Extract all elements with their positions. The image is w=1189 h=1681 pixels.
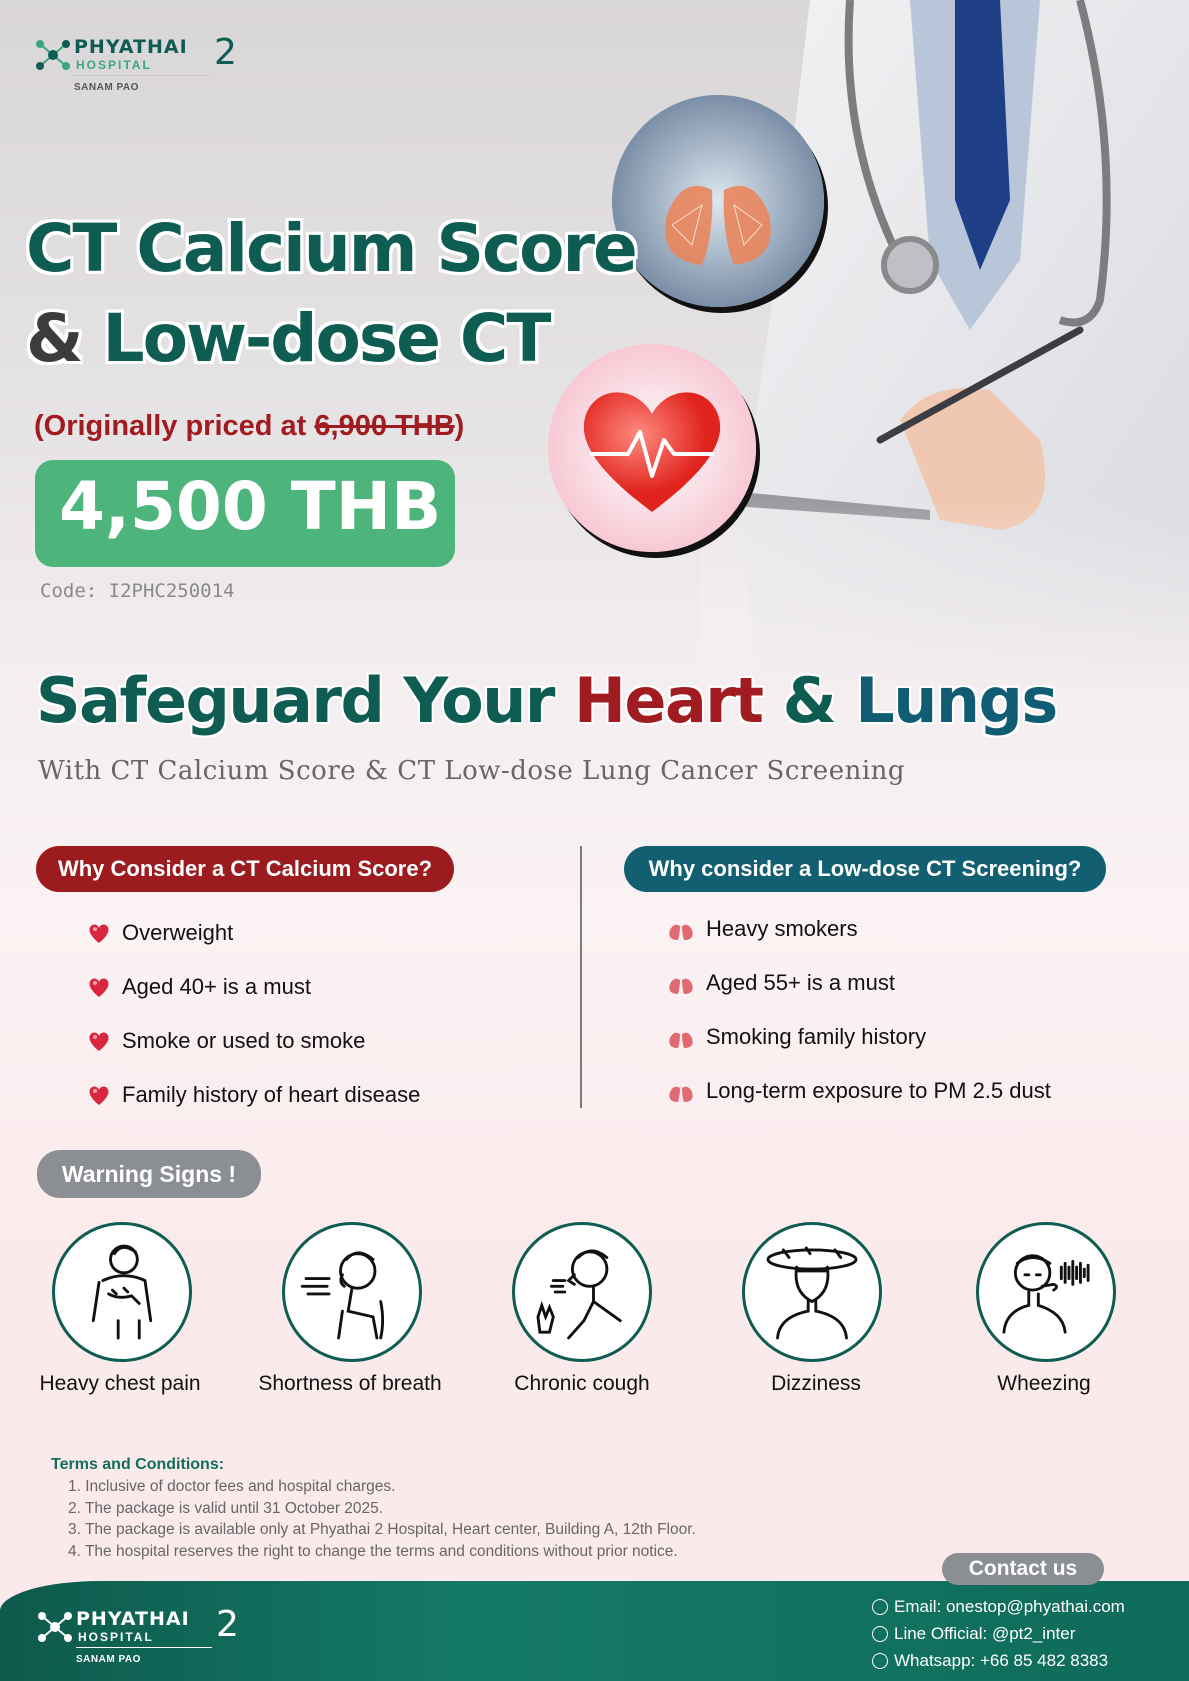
chest-pain-icon: [52, 1222, 192, 1362]
list-item-label: Aged 40+ is a must: [122, 974, 311, 999]
calcium-score-heading: Why Consider a CT Calcium Score?: [36, 846, 454, 892]
logo-brand: PHYATHAI: [76, 1608, 190, 1630]
terms-title: Terms and Conditions:: [51, 1456, 225, 1473]
lowdose-heading: Why consider a Low-dose CT Screening?: [624, 846, 1106, 892]
list-item: [666, 956, 1051, 1010]
logo-number: 2: [214, 32, 237, 73]
molecule-logo-icon: [36, 1610, 74, 1644]
heart-icon: [86, 1028, 112, 1054]
original-price-prefix: (Originally priced at: [34, 410, 315, 442]
wheezing-icon: [976, 1222, 1116, 1362]
logo-branch: SANAM PAO: [74, 82, 139, 93]
original-price-suffix: ): [454, 410, 465, 442]
section-subtitle: With CT Calcium Score & CT Low-dose Lung Cancer Screening: [38, 756, 906, 786]
price-badge: [35, 460, 455, 567]
logo-hospital: HOSPITAL: [76, 58, 152, 72]
hospital-logo: [34, 34, 244, 94]
terms-item: 3. The package is available only at Phyathai 2 Hospital, Heart center, Building A, 12th Floor.: [68, 1521, 696, 1538]
line-icon: [872, 1626, 888, 1642]
headline-amp: &: [762, 664, 856, 737]
list-item: [666, 1064, 1051, 1118]
list-item-label: Long-term exposure to PM 2.5 dust: [706, 1078, 1051, 1103]
list-item: [86, 906, 420, 960]
list-item-label: Smoking family history: [706, 1024, 927, 1049]
list-item: [86, 960, 420, 1014]
calcium-reasons-list: [86, 906, 420, 1122]
logo-branch: SANAM PAO: [76, 1654, 141, 1665]
terms-item: 2. The package is valid until 31 October 2025.: [68, 1499, 384, 1517]
contact-email-text: Email: onestop@phyathai.com: [894, 1596, 1125, 1616]
column-divider: [580, 846, 582, 1108]
list-item-label: Family history of heart disease: [122, 1082, 421, 1107]
terms-list: [68, 1478, 696, 1564]
lungs-icon: [666, 916, 696, 942]
warning-label-chest-pain: Heavy chest pain: [39, 1372, 201, 1395]
logo-divider: [74, 75, 210, 76]
package-code: Code: I2PHC250014: [40, 580, 235, 602]
list-item-label: Overweight: [122, 920, 234, 945]
whatsapp-icon: [872, 1653, 888, 1669]
headline-part1: Safeguard Your: [36, 664, 575, 737]
heart-icon: [86, 1082, 112, 1108]
contact-whatsapp-text: Whatsapp: +66 85 482 8383: [894, 1650, 1109, 1670]
list-item-label: Aged 55+ is a must: [706, 970, 895, 995]
dizziness-icon: [742, 1222, 882, 1362]
logo-divider: [76, 1647, 212, 1648]
terms-item: 1. Inclusive of doctor fees and hospital charges.: [68, 1478, 396, 1495]
heart-image: [548, 344, 756, 552]
warning-label-cough: Chronic cough: [514, 1372, 650, 1395]
footer-logo: [36, 1604, 239, 1666]
hero-title-amp: &: [26, 300, 82, 377]
lungs-icon: [666, 970, 696, 996]
logo-number: 2: [216, 1604, 239, 1645]
package-price: 4,500 THB: [59, 468, 442, 545]
terms-item: 4. The hospital reserves the right to change the terms and conditions without prior notice.: [68, 1542, 678, 1560]
contact-list: [872, 1593, 1125, 1674]
headline-lungs: Lungs: [855, 664, 1057, 737]
warning-label-dizziness: Dizziness: [771, 1372, 861, 1395]
list-item: [86, 1014, 420, 1068]
list-item-label: Heavy smokers: [706, 916, 858, 941]
contact-line[interactable]: [872, 1620, 1125, 1647]
hero-title-lowdose: Low-dose CT: [102, 300, 550, 377]
list-item-label: Smoke or used to smoke: [122, 1028, 366, 1053]
list-item: [86, 1068, 420, 1122]
headline-heart: Heart: [574, 664, 763, 737]
list-item: [666, 1010, 1051, 1064]
logo-hospital: HOSPITAL: [78, 1630, 154, 1644]
contact-us-heading: Contact us: [942, 1553, 1104, 1585]
lungs-image: [612, 95, 824, 307]
email-icon: [872, 1599, 888, 1615]
lowdose-reasons-list: [666, 902, 1051, 1118]
lungs-icon: [666, 1078, 696, 1104]
contact-line-text: Line Official: @pt2_inter: [894, 1623, 1076, 1643]
original-price: [34, 410, 464, 443]
contact-email[interactable]: [872, 1593, 1125, 1620]
hero-title-line1: CT Calcium Score: [26, 210, 636, 287]
warning-label-shortness-breath: Shortness of breath: [258, 1372, 442, 1395]
doctor-photo: [700, 0, 1189, 710]
original-price-value: 6,900 THB: [314, 410, 455, 442]
shortness-breath-icon: [282, 1222, 422, 1362]
section-headline: [36, 664, 1057, 737]
molecule-logo-icon: [34, 38, 72, 72]
warning-signs-heading: Warning Signs !: [37, 1150, 261, 1198]
heart-icon: [86, 974, 112, 1000]
lungs-icon: [666, 1024, 696, 1050]
list-item: [666, 902, 1051, 956]
logo-brand: PHYATHAI: [74, 36, 188, 58]
warning-label-wheezing: Wheezing: [997, 1372, 1091, 1395]
heart-icon: [86, 920, 112, 946]
cough-icon: [512, 1222, 652, 1362]
contact-whatsapp[interactable]: [872, 1647, 1125, 1674]
hero-title-line2: [26, 300, 549, 377]
